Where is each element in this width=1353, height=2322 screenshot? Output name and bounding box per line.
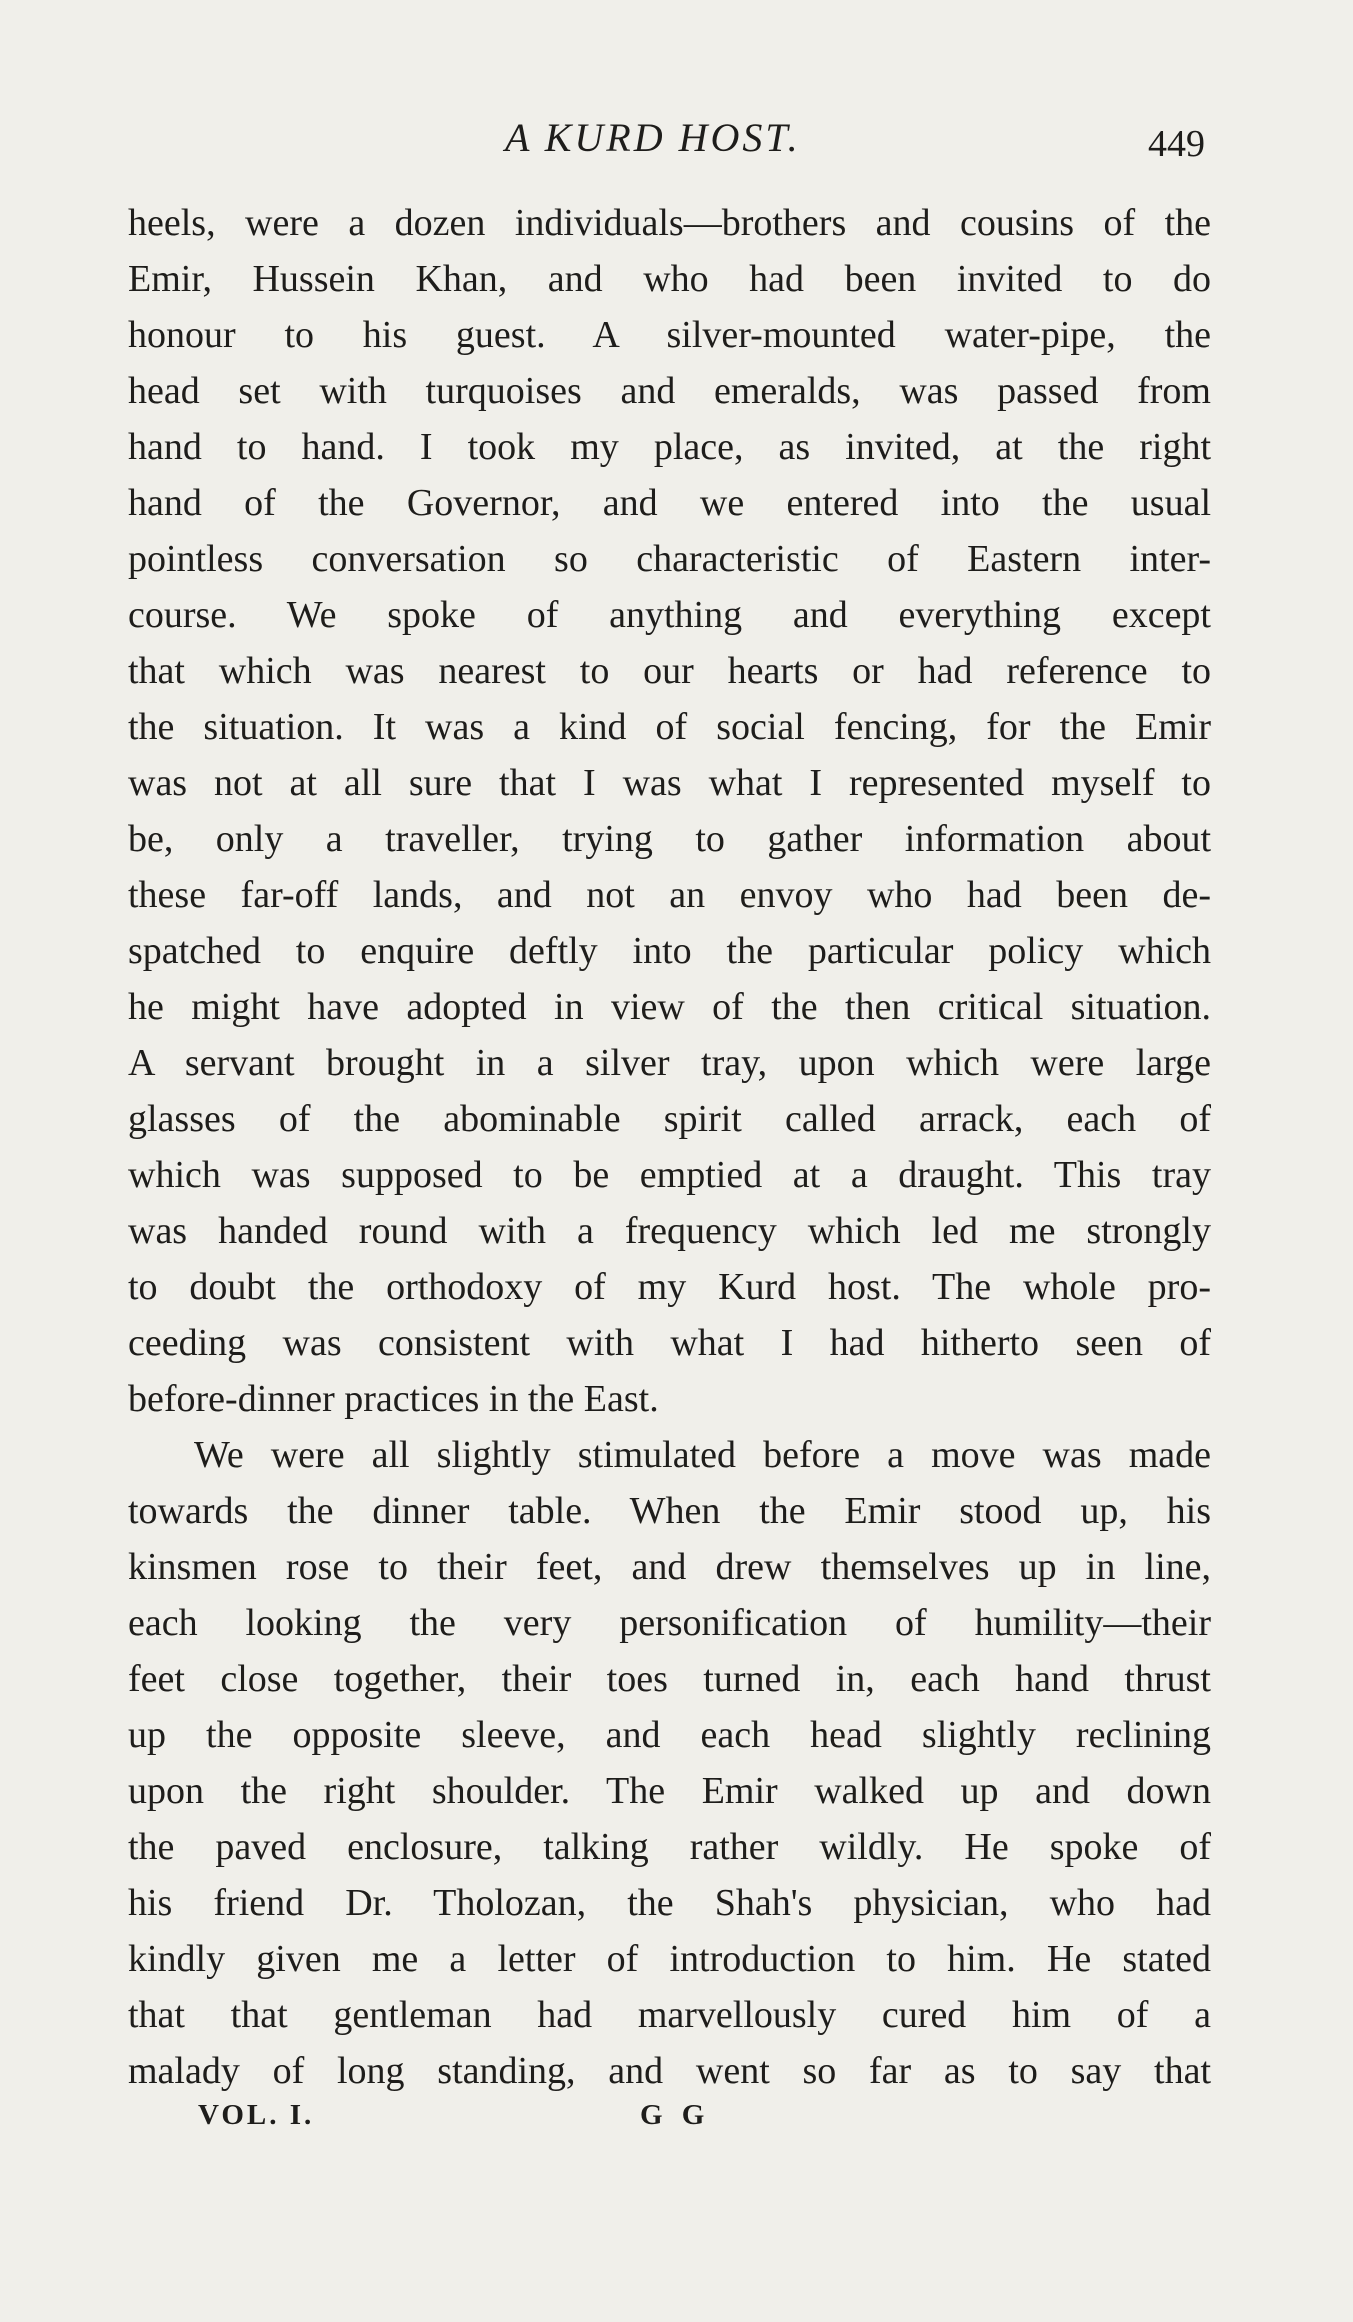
text-line: to doubt the orthodoxy of my Kurd host. The whole pro-	[128, 1266, 1211, 1308]
body-text	[128, 195, 1211, 2099]
text-line: pointless conversation so characteristic of Eastern inter-	[128, 538, 1211, 580]
text-line: heels, were a dozen individuals—brothers and cousins of the	[128, 202, 1211, 244]
text-line: be, only a traveller, trying to gather information about	[128, 818, 1211, 860]
text-line: head set with turquoises and emeralds, was passed from	[128, 370, 1211, 412]
text-line: kindly given me a letter of introduction to him. He stated	[128, 1938, 1211, 1980]
text-line: each looking the very personification of humility—their	[128, 1602, 1211, 1644]
text-line: up the opposite sleeve, and each head slightly reclining	[128, 1714, 1211, 1756]
footer	[0, 2090, 1353, 2140]
paragraph-start-line: We were all slightly stimulated before a move was made	[194, 1434, 1211, 1476]
text-line: that which was nearest to our hearts or had reference to	[128, 650, 1211, 692]
text-line: he might have adopted in view of the then critical situation.	[128, 986, 1211, 1028]
text-line: honour to his guest. A silver-mounted water-pipe, the	[128, 314, 1211, 356]
signature-mark: G G	[640, 2099, 711, 2131]
text-line: his friend Dr. Tholozan, the Shah's physician, who had	[128, 1882, 1211, 1924]
text-line: spatched to enquire deftly into the particular policy which	[128, 930, 1211, 972]
text-line: ceeding was consistent with what I had hitherto seen of	[128, 1322, 1211, 1364]
text-line: these far-off lands, and not an envoy who had been de-	[128, 874, 1211, 916]
text-line: the paved enclosure, talking rather wildly. He spoke of	[128, 1826, 1211, 1868]
text-line: course. We spoke of anything and everything except	[128, 594, 1211, 636]
page-number: 449	[1148, 123, 1205, 165]
text-line: hand to hand. I took my place, as invited, at the right	[128, 426, 1211, 468]
text-line: towards the dinner table. When the Emir stood up, his	[128, 1490, 1211, 1532]
text-line: kinsmen rose to their feet, and drew themselves up in line,	[128, 1546, 1211, 1588]
text-line: malady of long standing, and went so far as to say that	[128, 2050, 1211, 2092]
running-title: A KURD HOST.	[505, 115, 801, 160]
text-line: hand of the Governor, and we entered into the usual	[128, 482, 1211, 524]
paragraph-end-line: before-dinner practices in the East.	[128, 1378, 659, 1420]
text-line: was handed round with a frequency which led me strongly	[128, 1210, 1211, 1252]
text-line: Emir, Hussein Khan, and who had been invited to do	[128, 258, 1211, 300]
text-line: glasses of the abominable spirit called arrack, each of	[128, 1098, 1211, 1140]
text-line: feet close together, their toes turned in, each hand thrust	[128, 1658, 1211, 1700]
text-line: upon the right shoulder. The Emir walked up and down	[128, 1770, 1211, 1812]
text-line: that that gentleman had marvellously cured him of a	[128, 1994, 1211, 2036]
text-line: which was supposed to be emptied at a draught. This tray	[128, 1154, 1211, 1196]
running-head	[0, 108, 1353, 168]
text-line: the situation. It was a kind of social fencing, for the Emir	[128, 706, 1211, 748]
text-line: A servant brought in a silver tray, upon which were large	[128, 1042, 1211, 1084]
volume-mark: VOL. I.	[198, 2099, 315, 2131]
text-line: was not at all sure that I was what I represented myself to	[128, 762, 1211, 804]
